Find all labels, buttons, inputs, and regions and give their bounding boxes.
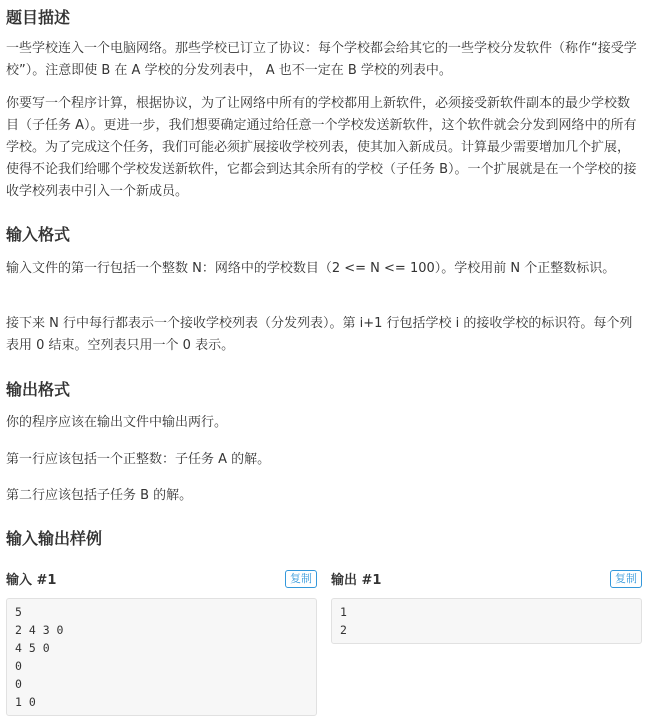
sample-output-code	[331, 598, 642, 644]
input-line: 0	[15, 677, 22, 691]
sample-output-panel	[331, 568, 642, 644]
section-title-samples: 输入输出样例	[6, 529, 103, 548]
input-format-paragraph-2: 接下来 N 行中每行都表示一个接收学校列表（分发列表）。第 i+1 行包括学校 i 的接收学校的标识符。每个列表用 0 结束。空列表只用一个 0 表示。	[6, 316, 633, 353]
sample-output-header	[331, 568, 642, 594]
sample-output-label: 输出 #1	[331, 573, 382, 588]
input-line: 4 5 0	[15, 641, 50, 655]
input-line: 1 0	[15, 695, 36, 709]
description-paragraph-1: 一些学校连入一个电脑网络。那些学校已订立了协议：每个学校都会给其它的一些学校分发软件（称作“接受学校”）。注意即使 B 在 A 学校的分发列表中， A 也不一定在 B 学校的列表中。	[6, 41, 637, 78]
copy-input-button[interactable]: 复制	[285, 570, 317, 588]
input-line: 0	[15, 659, 22, 673]
sample-input-header	[6, 568, 317, 594]
output-line: 1	[340, 605, 347, 619]
sample-input-code	[6, 598, 317, 716]
sample-input-label: 输入 #1	[6, 573, 57, 588]
output-line: 2	[340, 623, 347, 637]
section-title-input-format: 输入格式	[6, 225, 71, 244]
description-paragraph-2: 你要写一个程序计算，根据协议，为了让网络中所有的学校都用上新软件，必须接受新软件副本的最少学校数目（子任务 A）。更进一步，我们想要确定通过给任意一个学校发送新软件，这个软件就会分发到网络中的所有学校。为了完成这个任务，我们可能必须扩展接收学校列表，使其加入新成员。计算最少需要增加几个扩展，使得不论我们给哪个学校发送新软件，它都会到达其余所有的学校（子任务 B）。一个扩展就是在一个学校的接收学校列表中引入一个新成员。	[6, 96, 637, 199]
sample-input-panel	[6, 568, 317, 716]
output-format-paragraph-3: 第二行应该包括子任务 B 的解。	[6, 488, 193, 503]
output-format-paragraph-1: 你的程序应该在输出文件中输出两行。	[6, 415, 228, 430]
section-title-output-format: 输出格式	[6, 380, 71, 399]
input-format-paragraph-1: 输入文件的第一行包括一个整数 N：网络中的学校数目（2 <= N <= 100）。学校用前 N 个正整数标识。	[6, 261, 616, 276]
section-title-description: 题目描述	[6, 8, 71, 27]
copy-output-button[interactable]: 复制	[610, 570, 642, 588]
output-format-paragraph-2: 第一行应该包括一个正整数：子任务 A 的解。	[6, 452, 271, 467]
input-line: 2 4 3 0	[15, 623, 64, 637]
input-line: 5	[15, 605, 22, 619]
